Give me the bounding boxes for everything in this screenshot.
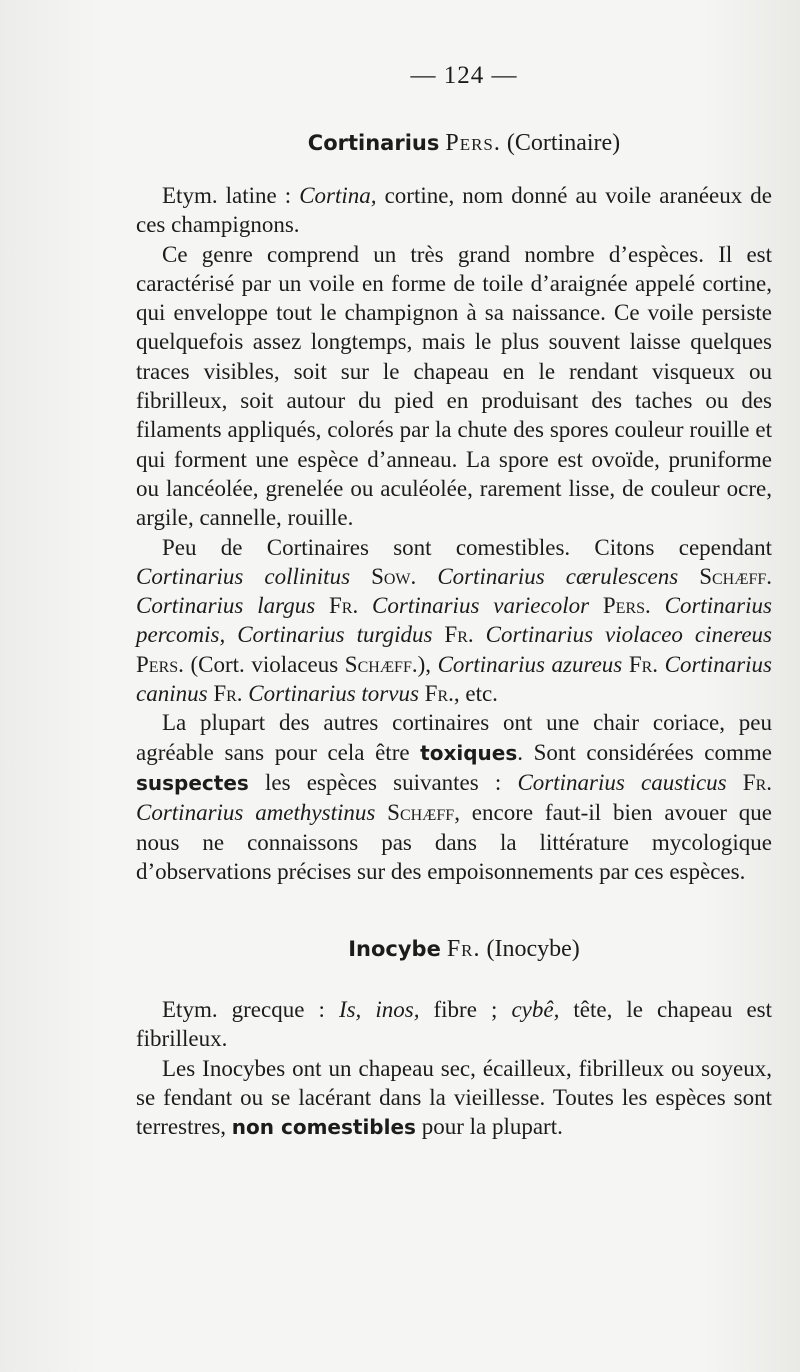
text: tête, le chapeau est fibrilleux. [136, 997, 772, 1052]
species-name: Cortinarius variecolor [372, 593, 590, 619]
genus-common-name: (Cortinaire) [506, 130, 621, 156]
species-name: Cortinarius azureus [437, 651, 623, 677]
emphasis-toxic: toxiques [420, 740, 518, 765]
text: (Cort. violaceus [190, 651, 345, 677]
genus-name: Cortinarius [307, 131, 440, 155]
species-name: Cortinarius largus [136, 593, 316, 619]
text: Etym. grecque : [162, 997, 339, 1023]
author-abbrev: Fr. [432, 622, 486, 648]
emphasis-suspect: suspectes [136, 770, 249, 795]
author-abbrev: Fr. [622, 651, 665, 677]
etymology-rest: cortine, nom donné au voile aranéeux de ces champignons. [136, 183, 773, 238]
text: ), [417, 651, 438, 677]
author-abbrev: Pers. [589, 593, 665, 619]
section-title [136, 936, 772, 963]
paragraph-edible-species [136, 533, 772, 709]
text: La plupart des autres cortinaires ont une chair coriace, peu agréable sans pour cela être [136, 710, 772, 765]
author-abbrev: Schæff [375, 800, 455, 826]
section-cortinarius [136, 130, 772, 886]
species-name: Cortinarius percomis, Cortinarius turgidus [136, 593, 772, 648]
author-abbrev: Sow. [350, 563, 438, 589]
paragraph-description [136, 1054, 772, 1143]
genus-common-name: (Inocybe) [486, 936, 580, 963]
paragraph-description: Ce genre comprend un très grand nombre d’espèces. Il est caractérisé par un voile en forme de toile d’araignée appelé cortine, qui enveloppe tout le champignon à sa naissance. Ce voile persiste quelquefois assez longtemps, mais le plus souvent laisse quelques traces visibles, soit sur le chapeau en le rendant visqueux ou fibrilleux, soit autour du pied en produisant des taches ou des filaments appliqués, colorés par la chute des spores couleur rouille et qui forment une espèce d’anneau. La spore est ovoïde, pruniforme ou lancéolée, grenelée ou aculéolée, rarement lisse, de couleur ocre, argile, cannelle, rouille. [136, 241, 772, 531]
text: Les Inocybes ont un chapeau sec, écailleux, fibrilleux ou soyeux, se fendant ou se lacérant dans la vieillesse. Toutes les espèces sont terrestres, [136, 1055, 772, 1140]
species-name: Cortinarius torvus [248, 681, 419, 707]
etymology-lead: Etym. latine : [162, 183, 300, 208]
author-abbrev: Fr. [207, 681, 249, 707]
genus-name: Inocybe [348, 937, 441, 962]
text: fibre ; [419, 997, 512, 1023]
text: pour la plupart. [415, 1114, 563, 1140]
author-abbrev: Schæff. [344, 651, 418, 677]
page-number: — 124 — [410, 62, 518, 89]
text: Peu de Cortinaires sont comestibles. Citons cependant [162, 534, 772, 560]
section-title [136, 130, 772, 157]
text: , etc. [453, 681, 498, 707]
etymology-term: Cortina, [299, 183, 377, 208]
species-name: Cortinarius caninus [136, 651, 772, 707]
genus-author: Pers. [445, 130, 501, 156]
species-name: Cortinarius collinitus [136, 563, 351, 589]
section-inocybe [136, 936, 772, 1142]
species-name: Cortinarius violaceo cinereus [485, 622, 772, 648]
text: . Sont considérées comme [517, 739, 772, 765]
paragraph-etymology [136, 995, 772, 1054]
etymology-term: cybê, [511, 997, 560, 1023]
author-abbrev: Fr. [418, 681, 454, 707]
author-abbrev: Pers. [136, 651, 191, 677]
species-name: Cortinarius cærulescens [437, 563, 679, 589]
paragraph-etymology [136, 181, 772, 240]
author-abbrev: Schæff. [678, 563, 772, 589]
text: les espèces suivantes : [248, 769, 518, 795]
author-abbrev: Fr. [726, 769, 772, 795]
etymology-term: Is, inos, [338, 997, 420, 1023]
paragraph-suspect-species [136, 708, 772, 886]
text: , encore faut-il bien avouer que nous ne connaissons pas dans la littérature mycologique d’observations précises sur des empoisonnements par ces espèces. [136, 800, 773, 884]
emphasis-not-edible: non comestibles [231, 1115, 416, 1140]
genus-author: Fr. [446, 936, 481, 963]
species-name: Cortinarius causticus [517, 769, 727, 795]
species-name: Cortinarius amethystinus [136, 800, 376, 826]
author-abbrev: Fr. [315, 593, 373, 619]
